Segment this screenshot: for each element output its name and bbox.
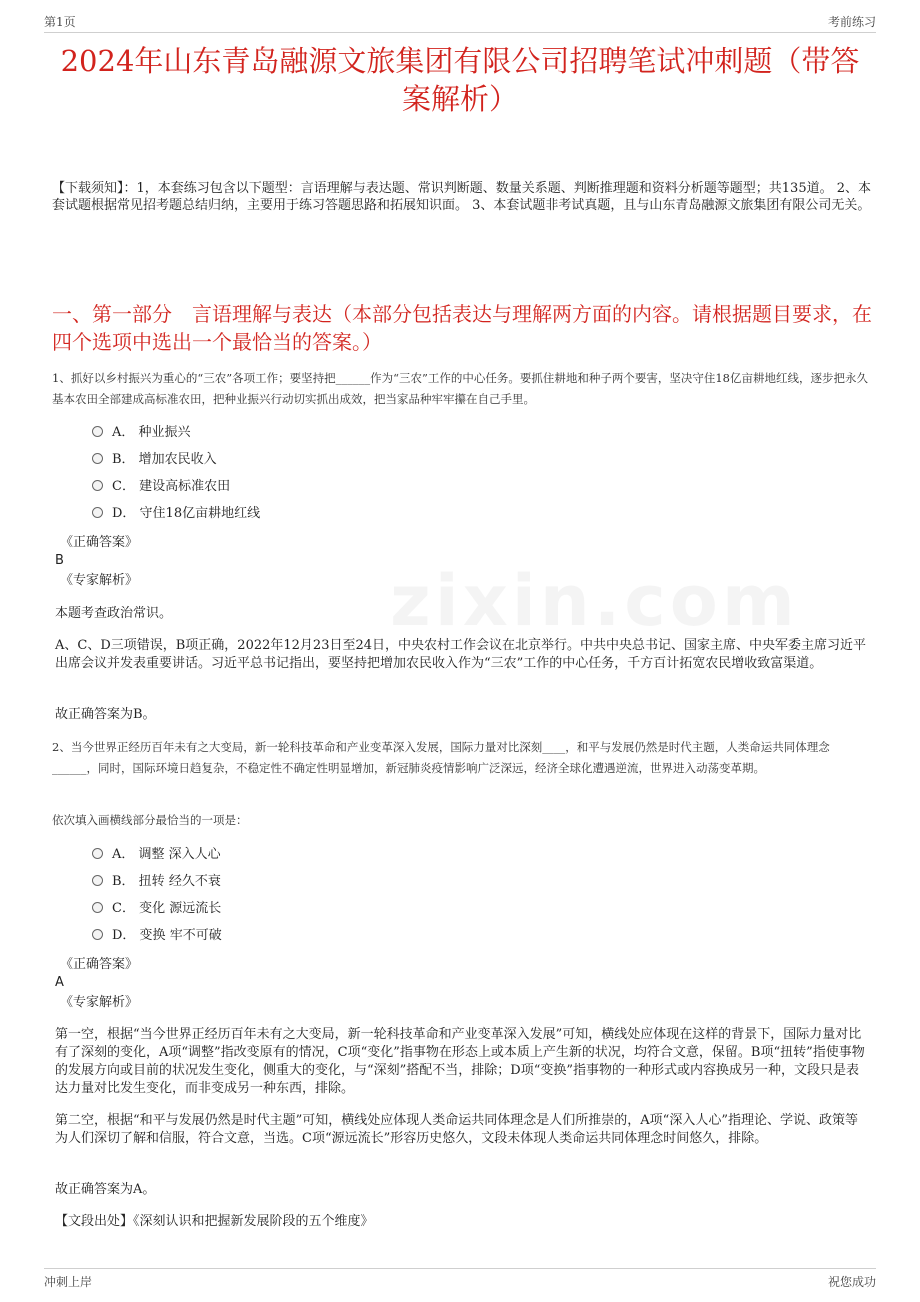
watermark <box>390 560 799 642</box>
section-heading: 一、第一部分 言语理解与表达（本部分包括表达与理解两方面的内容。请根据题目要求，在四个选项中选出一个最恰当的答案。） <box>52 302 872 354</box>
option-label: D． 变换 牢不可破 <box>112 928 222 943</box>
download-notice: 【下载须知】：1，本套练习包含以下题型：言语理解与表达题、常识判断题、数量关系题、判断推理题和资料分析题等题型；共135道。 2、本套试题根据常见招考题总结归纳，主要用于练习答题思路和拓展知识面。 3、本套试题非考试真题，且与山东青岛融源文旅集团有限公司无关。 <box>52 181 871 213</box>
q1-analysis-label: 《专家解析》 <box>60 573 139 588</box>
q2-answer-label: 《正确答案》 <box>60 957 139 972</box>
q1-option-a[interactable] <box>92 424 191 442</box>
radio-icon[interactable] <box>92 929 103 940</box>
q2-option-a[interactable] <box>92 846 221 864</box>
q1-analysis-1: 本题考查政治常识。 <box>55 606 173 621</box>
option-label: C． 建设高标准农田 <box>112 479 231 494</box>
q2-source: 【文段出处】《深刻认识和把握新发展阶段的五个维度》 <box>55 1214 374 1229</box>
radio-icon[interactable] <box>92 480 103 491</box>
q1-option-c[interactable] <box>92 478 230 496</box>
q2-option-c[interactable] <box>92 900 221 918</box>
radio-icon[interactable] <box>92 426 103 437</box>
question-1-text: 1、抓好以乡村振兴为重心的“三农”各项工作；要坚持把______作为“三农”工作的中心任务。要抓住耕地和种子两个要害，坚决守住18亿亩耕地红线，逐步把永久基本农田全部建成高标准农田，把种业振兴行动切实抓出成效，把当家品种牢牢攥在自己手里。 <box>52 371 868 406</box>
q1-option-d[interactable] <box>92 505 260 523</box>
q2-option-d[interactable] <box>92 927 222 945</box>
q1-answer-label: 《正确答案》 <box>60 535 139 550</box>
option-label: B． 扭转 经久不衰 <box>112 874 221 889</box>
option-label: D． 守住18亿亩耕地红线 <box>112 506 261 521</box>
page-header <box>44 10 876 33</box>
footer-right: 祝您成功 <box>827 1275 876 1289</box>
page-number: 第1页 <box>44 15 76 29</box>
radio-icon[interactable] <box>92 875 103 886</box>
radio-icon[interactable] <box>92 902 103 913</box>
radio-icon[interactable] <box>92 453 103 464</box>
radio-icon[interactable] <box>92 848 103 859</box>
q2-analysis-label: 《专家解析》 <box>60 995 139 1010</box>
q2-analysis-3: 故正确答案为A。 <box>55 1182 156 1197</box>
question-2-prompt: 依次填入画横线部分最恰当的一项是： <box>52 813 248 827</box>
q2-analysis-2: 第二空，根据“和平与发展仍然是时代主题”可知，横线处应体现人类命运共同体理念是人们所推崇的，A项“深入人心”指理论、学说、政策等为人们深切了解和信服，符合文意，当选。C项“源远流长”形容历史悠久，文段未体现人类命运共同体理念时间悠久，排除。 <box>55 1113 858 1146</box>
option-label: A． 种业振兴 <box>112 425 191 440</box>
q2-answer: A <box>55 975 64 990</box>
radio-icon[interactable] <box>92 507 103 518</box>
page-footer <box>44 1268 876 1293</box>
question-2-text: 2、当今世界正经历百年未有之大变局，新一轮科技革命和产业变革深入发展，国际力量对比深刻____，和平与发展仍然是时代主题，人类命运共同体理念______，同时，国际环境日趋复杂，不稳定性不确定性明显增加，新冠肺炎疫情影响广泛深远，经济全球化遭遇逆流，世界进入动荡变革期。 <box>52 740 830 775</box>
q2-option-b[interactable] <box>92 873 221 891</box>
footer-left: 冲刺上岸 <box>44 1275 93 1289</box>
option-label: C． 变化 源远流长 <box>112 901 222 916</box>
header-label: 考前练习 <box>827 15 876 29</box>
q1-answer: B <box>55 553 64 568</box>
q1-analysis-2: A、C、D三项错误，B项正确，2022年12月23日至24日，中央农村工作会议在北京举行。中共中央总书记、国家主席、中央军委主席习近平出席会议并发表重要讲话。习近平总书记指出，要坚持把增加农民收入作为“三农”工作的中心任务，千方百计拓宽农民增收致富渠道。 <box>55 638 867 671</box>
document-title: 2024年山东青岛融源文旅集团有限公司招聘笔试冲刺题（带答案解析） <box>60 44 860 116</box>
q2-analysis-1: 第一空，根据“当今世界正经历百年未有之大变局，新一轮科技革命和产业变革深入发展”可知，横线处应体现在这样的背景下，国际力量对比有了深刻的变化，A项“调整”指改变原有的情况，C项“变化”指事物在形态上或本质上产生新的状况，均符合文意，保留。B项“扭转”指使事物的发展方向或目前的状况发生变化，侧重大的变化，与“深刻”搭配不当，排除；D项“变换”指事物的一种形式或内容换成另一种，文段只是表达力量对比发生变化，而非变成另一种东西，排除。 <box>55 1027 865 1096</box>
q1-option-b[interactable] <box>92 451 217 469</box>
option-label: B． 增加农民收入 <box>112 452 217 467</box>
q1-analysis-3: 故正确答案为B。 <box>55 707 156 722</box>
option-label: A． 调整 深入人心 <box>112 847 221 862</box>
